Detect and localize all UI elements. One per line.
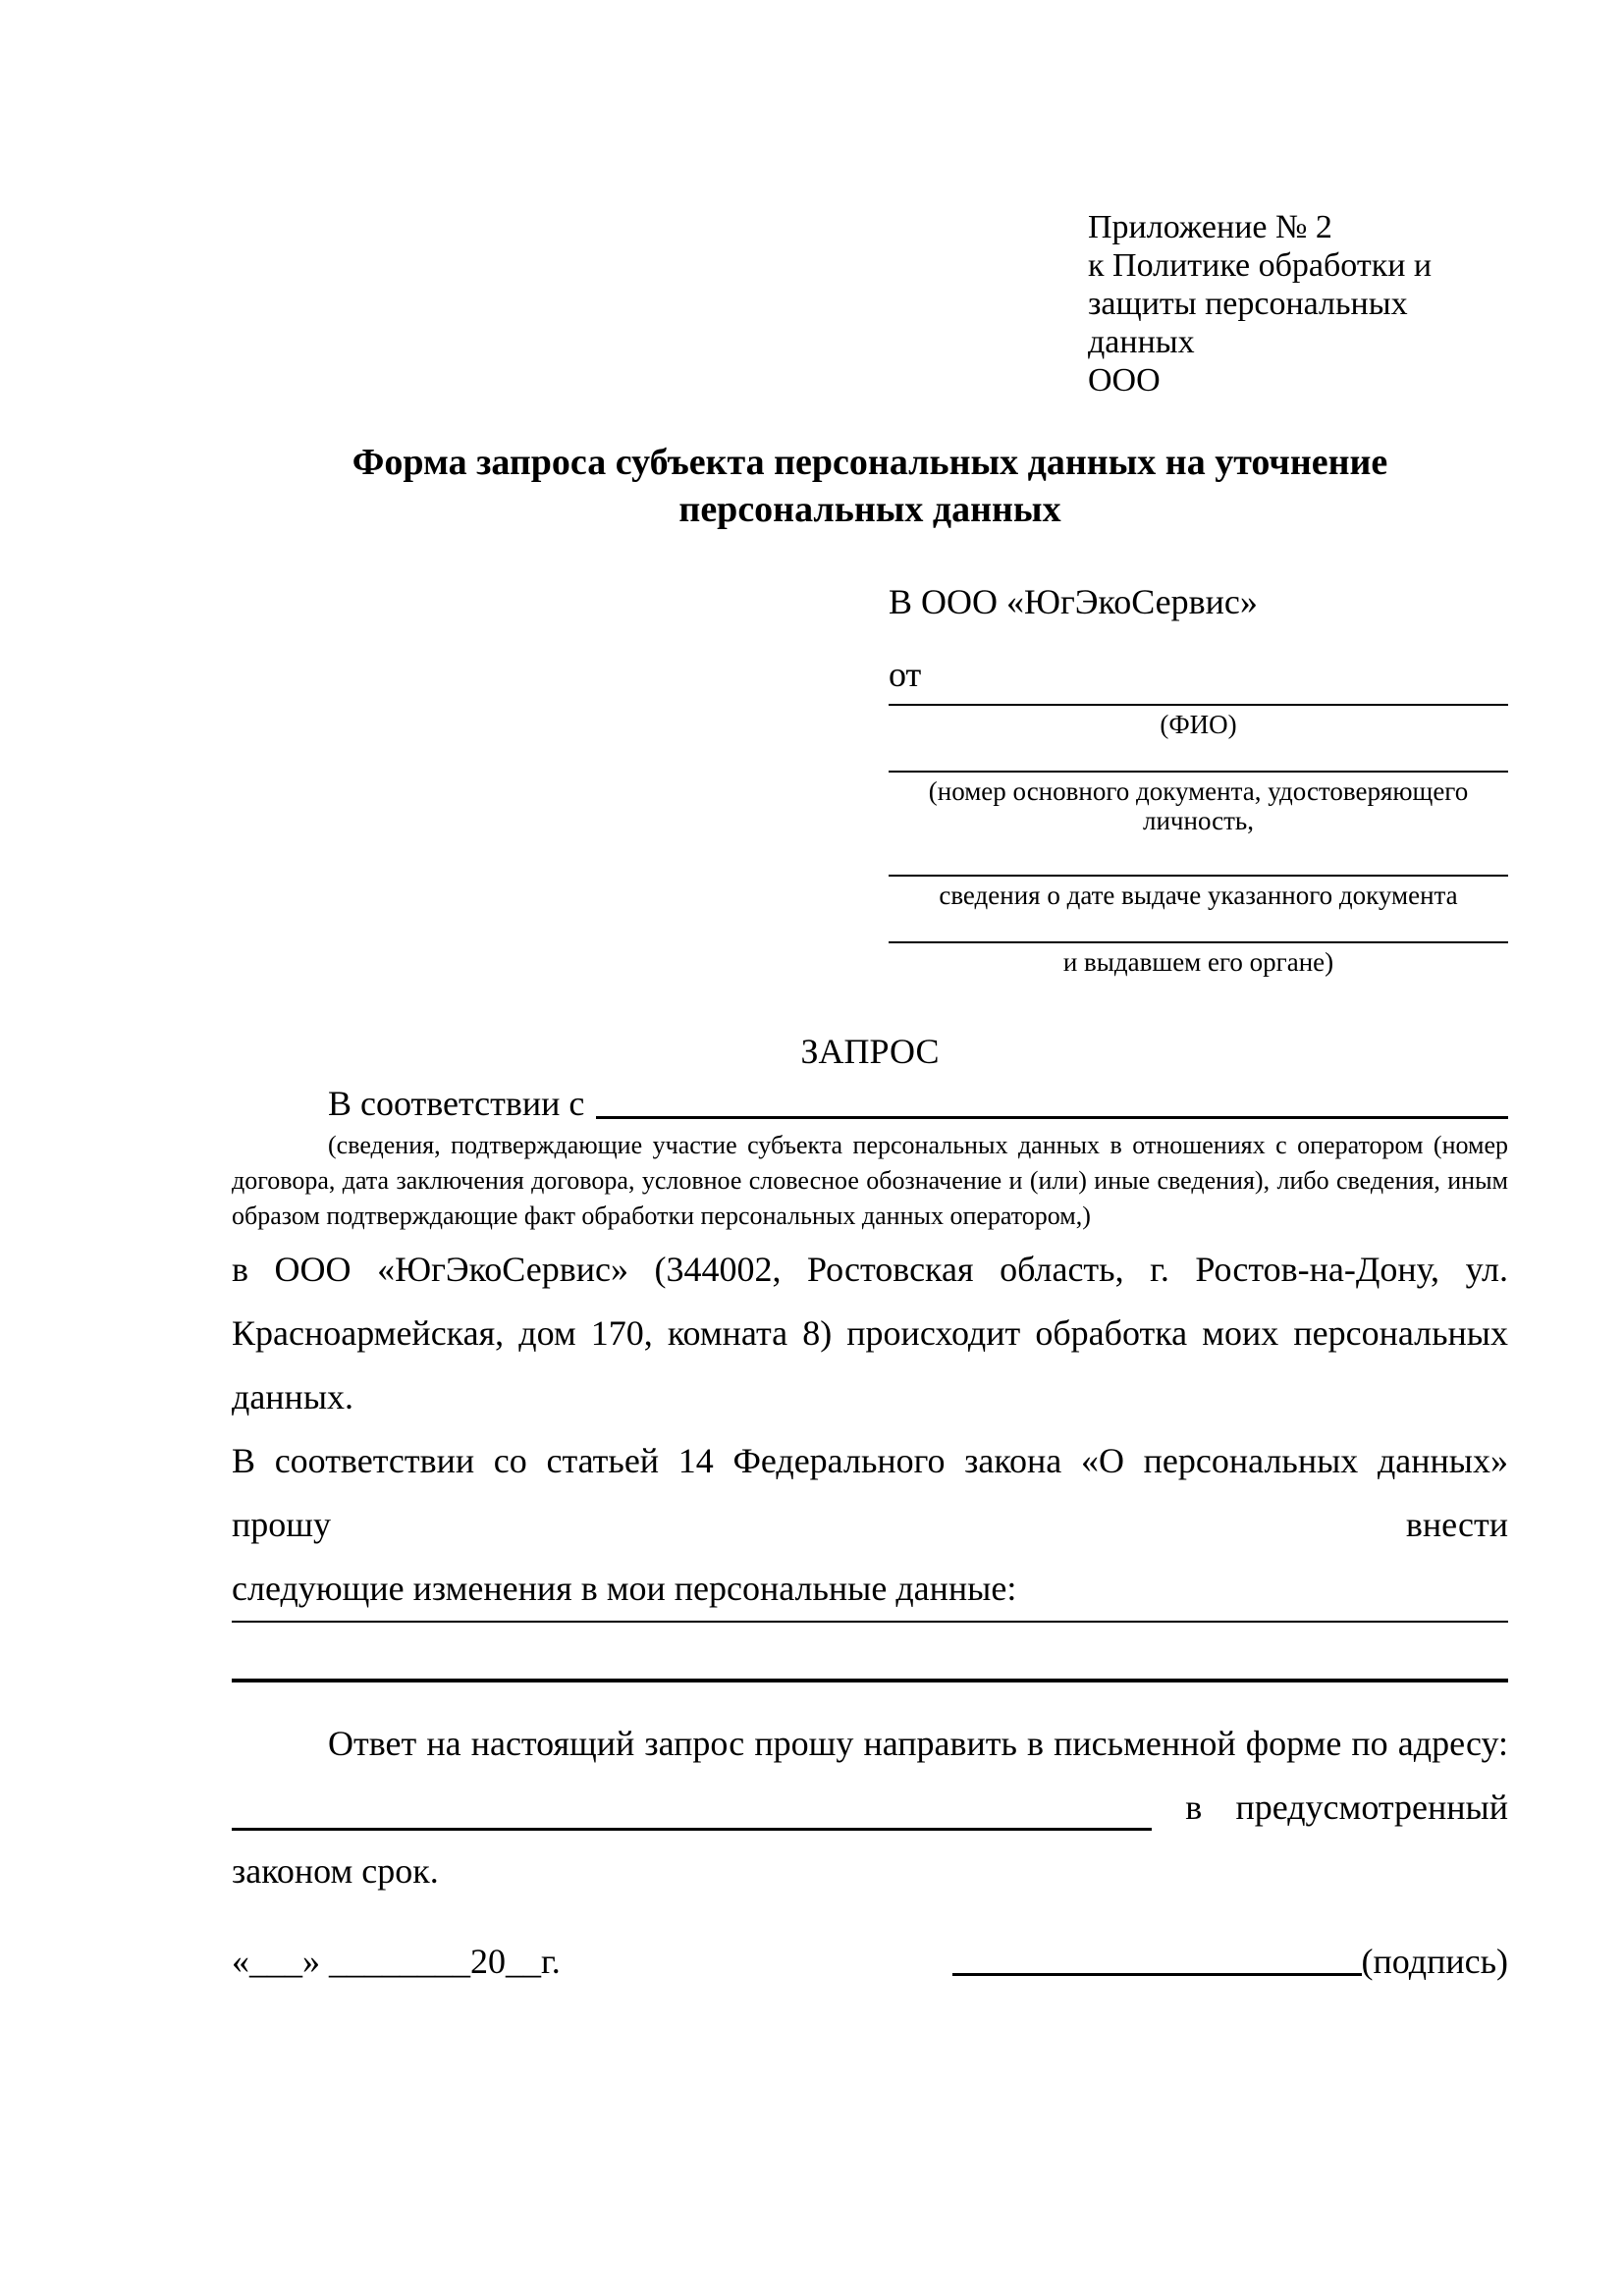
issue-date-caption: сведения о дате выдаче указанного документа: [939, 881, 1458, 910]
date-blank: «___» ________20__г.: [232, 1942, 561, 1981]
document-title-line: Форма запроса субъекта персональных данных на уточнение: [352, 442, 1388, 483]
changes-fill-line-2: [232, 1679, 1508, 1682]
changes-fill-line-1: [232, 1621, 1508, 1623]
fio-fill-line: [889, 704, 1508, 706]
addressee-organization: В ООО «ЮгЭкоСервис»: [889, 582, 1258, 621]
addressee-block: [889, 582, 1508, 977]
main-paragraph-line: Красноармейская, дом 170, комната 8) происходит обработка моих персональных данных.: [232, 1313, 1508, 1416]
basis-prefix: В соответствии с: [328, 1084, 585, 1123]
document-content: [232, 0, 1508, 1984]
annex-line: ООО: [1088, 362, 1161, 399]
basis-explanatory-note: (сведения, подтверждающие участие субъекта персональных данных в отношениях с оператором (номер договора, дата заключения договора, условное словесное обозначение и (или) иные сведения), либо сведения, иным образом подтверждающие факт обработки персональных данных оператором,): [232, 1131, 1508, 1230]
basis-line: [232, 1081, 1508, 1126]
document-title-line: персональных данных: [678, 489, 1061, 530]
reply-paragraph: [232, 1712, 1508, 1903]
basis-fill-line: [596, 1116, 1508, 1119]
annex-block: [1088, 208, 1508, 400]
request-heading: ЗАПРОС: [800, 1032, 940, 1071]
main-paragraph: [232, 1238, 1508, 1621]
main-paragraph-line: В соответствии со статьей 14 Федерального закона «О персональных данных» прошу внести: [232, 1441, 1508, 1544]
fio-caption: (ФИО): [1160, 710, 1237, 739]
issuing-authority-caption: и выдавшем его органе): [1062, 947, 1334, 977]
date-signature-row: [232, 1939, 1508, 1984]
reply-word: в: [1185, 1788, 1203, 1827]
reply-tail: законом срок.: [232, 1851, 439, 1891]
signature-caption: (подпись): [1361, 1942, 1508, 1981]
reply-address-line: [232, 1776, 1508, 1840]
addressee-from-label: от: [889, 655, 922, 694]
reply-word: предусмотренный: [1235, 1788, 1508, 1827]
main-paragraph-line: следующие изменения в мои персональные данные:: [232, 1569, 1017, 1608]
main-paragraph-line: в ООО «ЮгЭкоСервис» (344002, Ростовская область, г. Ростов-на-Дону, ул.: [232, 1250, 1508, 1289]
issue-date-field: [889, 875, 1508, 910]
document-number-caption: (номер основного документа, удостоверяющего личность,: [928, 776, 1469, 835]
document-title: [232, 439, 1508, 533]
signature-block: [952, 1939, 1508, 1984]
document-number-fill-line: [889, 771, 1508, 773]
signature-fill-line: [952, 1973, 1362, 1976]
issue-date-fill-line: [889, 875, 1508, 877]
issuing-authority-field: [889, 941, 1508, 977]
address-fill-line: [232, 1828, 1152, 1831]
annex-line: Приложение № 2: [1088, 209, 1332, 245]
reply-sentence: Ответ на настоящий запрос прошу направить в письменной форме по адресу:: [328, 1724, 1508, 1763]
annex-line: к Политике обработки и: [1088, 247, 1433, 284]
annex-line: защиты персональных данных: [1088, 286, 1408, 360]
document-number-field: [889, 771, 1508, 835]
issuing-authority-fill-line: [889, 941, 1508, 943]
fio-field: [889, 704, 1508, 739]
